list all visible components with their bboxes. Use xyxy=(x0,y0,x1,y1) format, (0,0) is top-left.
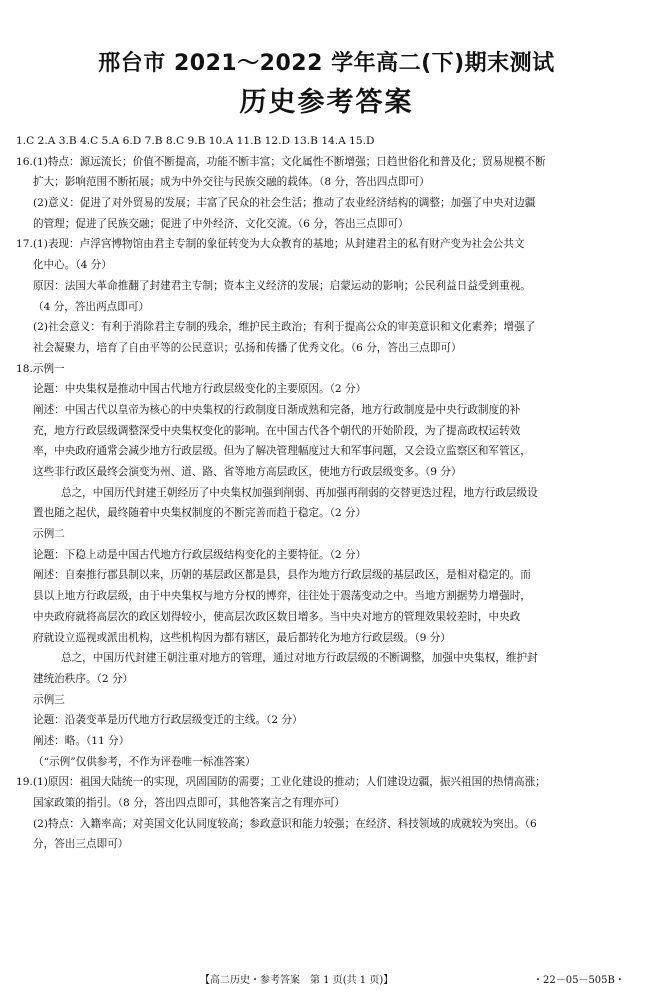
q17-part1-cont-line: 化中心。（4 分） xyxy=(33,259,112,272)
q18-example2-thesis: 论题：下稳上动是中国古代地方行政层级结构变化的主要特征。（2 分） xyxy=(33,548,367,561)
q18-example3-thesis: 论题：沿袭变革是历代地方行政层级变迁的主线。（2 分） xyxy=(33,714,303,727)
q18-example1-text-line: 阐述：中国古代以皇帝为核心的中央集权的行政制度日渐成熟和完备，地方行政制度是中央行政制度的补 xyxy=(33,403,521,416)
page-footer xyxy=(0,971,653,987)
q18-example2-text-line: 中央政府就将高层次的政区划得较小，使高层次政区数目增多。当中央对地方的管理效果较差时，中央政 xyxy=(33,610,521,623)
q17-part2-line: (2)社会意义：有利于消除君主专制的残余，维护民主政治；有利于提高公众的审美意识和文化素养；增强了 xyxy=(33,321,536,334)
q16-part1-line: 16.(1)特点：源远流长；价值不断提高，功能不断丰富；文化属性不断增强；日趋世俗化和普及化；贸易规模不断 xyxy=(16,155,546,168)
q16-part2-cont-line: 的管理；促进了民族交融；促进了中外经济、文化交流。（6 分，答出三点即可） xyxy=(33,217,409,230)
q18-example3-heading: 示例三 xyxy=(33,693,65,706)
q17-part1-line: 17.(1)表现：卢浮宫博物馆由君主专制的象征转变为大众教育的基地；从封建君主的私有财产变为社会公共文 xyxy=(16,238,525,251)
q18-example3-text: 阐述：略。（11 分） xyxy=(33,734,130,747)
q19-part2-cont-line: 分，答出三点即可） xyxy=(33,838,129,851)
q16-part2-line: (2)意义：促进了对外贸易的发展；丰富了民众的社会生活；推动了农业经济结构的调整；加强了中央对边疆 xyxy=(33,197,536,210)
q18-example2-text-line: 县以上地方行政层级，由于中央集权与地方分权的博弈，往往处于震荡变动之中。当地方割据势力增强时， xyxy=(33,590,531,603)
q18-example2-text-line: 府就设立巡视或派出机构，这些机构因为都有辖区，最后都转化为地方行政层级。（9 分） xyxy=(33,631,451,644)
q17-part2-cont-line: 社会凝聚力，培育了自由平等的公民意识；弘扬和传播了优秀文化。（6 分，答出三点即可） xyxy=(33,341,462,354)
q18-example2-heading: 示例二 xyxy=(33,528,65,541)
q18-example1-text-line: 充，地方行政层级调整深受中央集权变化的影响。在中国古代各个朝代的开始阶段，为了提高政权运转效 xyxy=(33,424,521,437)
footer-code: ・22－05－505B・ xyxy=(533,975,625,986)
q18-example1-text-line: 这些非行政区最终会演变为州、道、路、省等地方高层政区，使地方行政层级变多。（9 分） xyxy=(33,466,462,478)
q18-example2-summary-line: 建统治秩序。（2 分） xyxy=(33,672,134,685)
q19-part1-line: 19.(1)原因：祖国大陆统一的实现，巩固国防的需要；工业化建设的推动；人们建设边疆，振兴祖国的热情高涨； xyxy=(16,776,546,789)
q18-example1-thesis: 论题：中央集权是推动中国古代地方行政层级变化的主要原因。（2 分） xyxy=(33,383,367,396)
mc-answers-line: 1.C 2.A 3.B 4.C 5.A 6.D 7.B 8.C 9.B 10.A 11.B 12.D 13.B 14.A 15.D xyxy=(16,135,375,147)
q18-example1-summary-line: 总之，中国历代封建王朝经历了中央集权加强到削弱、再加强再削弱的交替更迭过程，地方行政层级设 xyxy=(61,486,538,499)
exam-title: 邢台市 2021～2022 学年高二(下)期末测试 xyxy=(98,51,555,76)
q18-example2-summary-line: 总之，中国历代封建王朝注重对地方的管理，通过对地方行政层级的不断调整，加强中央集权，维护封 xyxy=(61,652,538,665)
q18-example2-text-line: 阐述：自秦推行郡县制以来，历朝的基层政区都是县，县作为地方行政层级的基层政区，是相对稳定的。而 xyxy=(33,569,531,582)
q19-part1-cont-line: 国家政策的指引。（8 分，答出四点即可，其他答案言之有理亦可） xyxy=(33,797,346,809)
q16-part1-cont-line: 扩大；影响范围不断拓展；成为中外交往与民族交融的载体。（8 分，答出四点即可） xyxy=(33,176,430,189)
q17-reason-line: 原因：法国大革命推翻了封建君主专制；资本主义经济的发展；启蒙运动的影响；公民利益日益受到重视。 xyxy=(33,279,531,292)
q18-note: （“示例”仅供参考，不作为评卷唯一标准答案） xyxy=(33,755,256,768)
footer-page-info: 【高二历史・参考答案 第 1 页(共 1 页)】 xyxy=(200,975,394,986)
q18-example1-heading: 18.示例一 xyxy=(16,362,65,375)
answer-body xyxy=(16,131,641,855)
answer-key-title: 历史参考答案 xyxy=(239,87,414,118)
q18-example1-summary-line: 置也随之起伏，最终随着中央集权制度的不断完善而趋于稳定。（2 分） xyxy=(33,507,367,520)
q18-example1-text-line: 率，中央政府通常会减少地方行政层级。但为了解决管理幅度过大和军事问题，又会设立监察区和军管区， xyxy=(33,445,531,458)
q17-reason-cont-line: （4 分，答出两点即可） xyxy=(33,300,150,313)
q19-part2-line: (2)特点：入籍率高；对美国文化认同度较高；参政意识和能力较强；在经济、科技领域的成就较为突出。（6 xyxy=(33,817,537,830)
